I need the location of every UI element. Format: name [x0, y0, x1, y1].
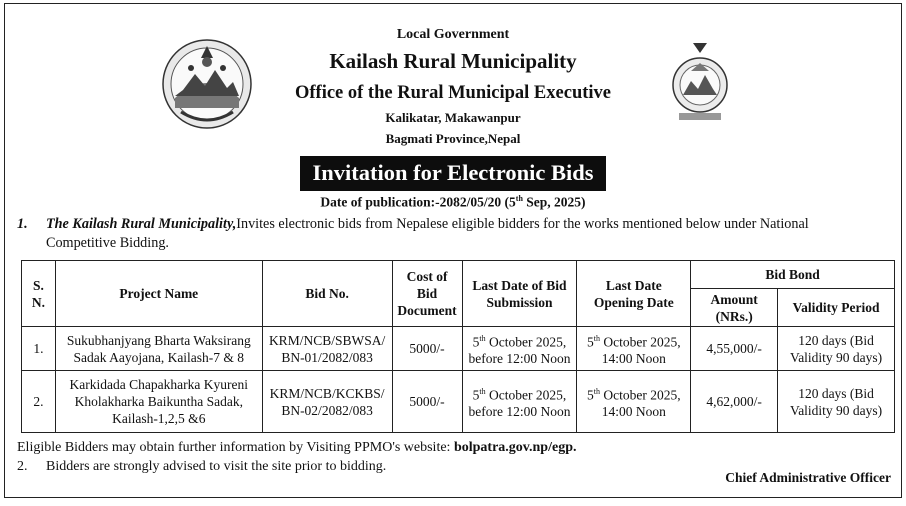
table-row [22, 371, 895, 433]
row-cost: 5000/- [392, 371, 462, 433]
notice-page [4, 3, 902, 498]
row-project: Sukubhanjyang Bharta Waksirang Sadak Aayojana, Kailash-7 & 8 [55, 327, 262, 371]
col-header-validity: Validity Period [778, 289, 895, 327]
row-sn: 2. [22, 371, 56, 433]
eligibility-note: Eligible Bidders may obtain further information by Visiting PPMO's website: bolpatra.gov.np/egp. [17, 440, 577, 455]
col-header-bid-no: Bid No. [262, 261, 392, 327]
row-amount: 4,55,000/- [691, 327, 778, 371]
row-submission: 5th October 2025, before 12:00 Noon [462, 371, 577, 433]
table-row [22, 327, 895, 371]
ppmo-website-link[interactable]: bolpatra.gov.np/egp. [453, 440, 577, 455]
intro-text-1: Invites electronic bids from Nepalese eligible bidders for the works mentioned below under National [236, 216, 809, 232]
col-header-project: Project Name [55, 261, 262, 327]
local-government-label: Local Government [396, 27, 510, 42]
row-opening: 5th October 2025, 14:00 Noon [577, 371, 691, 433]
row-amount: 4,62,000/- [691, 371, 778, 433]
row-submission: 5th October 2025, before 12:00 Noon [462, 327, 577, 371]
publication-date: Date of publication:-2082/05/20 (5th Sep, 2025) [320, 194, 586, 210]
intro-number: 1. [17, 216, 28, 232]
municipality-title: Kailash Rural Municipality [329, 49, 577, 73]
col-header-bid-bond: Bid Bond [691, 261, 895, 289]
row-cost: 5000/- [392, 327, 462, 371]
address-line-1: Kalikatar, Makawanpur [385, 110, 521, 125]
signature-title: Chief Administrative Officer [725, 470, 891, 485]
address-line-2: Bagmati Province,Nepal [385, 131, 521, 146]
row-bid-no: KRM/NCB/KCKBS/ BN-02/2082/083 [262, 371, 392, 433]
row-validity: 120 days (Bid Validity 90 days) [778, 327, 895, 371]
col-header-cost: Cost of Bid Document [392, 261, 462, 327]
row-opening: 5th October 2025, 14:00 Noon [577, 327, 691, 371]
intro-lead: The Kailash Rural Municipality, [46, 216, 237, 232]
site-visit-note: 2. Bidders are strongly advised to visit the site prior to bidding. [17, 459, 387, 474]
row-bid-no: KRM/NCB/SBWSA/ BN-01/2082/083 [262, 327, 392, 371]
col-header-submission: Last Date of Bid Submission [462, 261, 577, 327]
banner-wrap [5, 156, 901, 191]
row-validity: 120 days (Bid Validity 90 days) [778, 371, 895, 433]
intro-text-2: Competitive Bidding. [46, 235, 169, 251]
col-header-opening: Last Date Opening Date [577, 261, 691, 327]
col-header-sn: S. N. [22, 261, 56, 327]
office-title: Office of the Rural Municipal Executive [295, 83, 611, 103]
bids-table [21, 260, 895, 433]
row-sn: 1. [22, 327, 56, 371]
row-project: Karkidada Chapakharka Kyureni Kholakharka Baikuntha Sadak, Kailash-1,2,5 &6 [55, 371, 262, 433]
intro-paragraph [17, 215, 897, 253]
col-header-amount: Amount (NRs.) [691, 289, 778, 327]
notice-banner: Invitation for Electronic Bids [300, 156, 605, 191]
